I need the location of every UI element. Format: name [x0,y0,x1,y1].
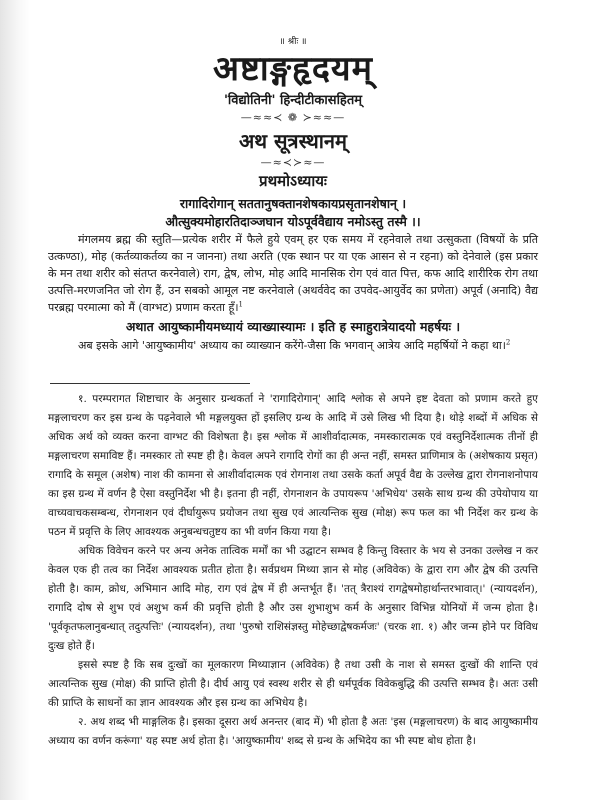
footnote-paragraph: अधिक विवेचन करने पर अन्य अनेक तात्विक मर्मों का भी उद्घाटन सम्भव है किन्तु विस्तार के भय से उनका उल्लेख न कर केवल एक ही तत्व का निर्देश आवश्यक प्रतीत होता है। सर्वप्रथम मिथ्या ज्ञान से मोह (अविवेक) के द्वारा राग और द्वेष की उत्पत्ति होती है। काम, क्रोध, अभिमान आदि मोह, राग एवं द्वेष में ही अन्तर्भूत हैं। 'तत् त्रैराश्यं रागद्वेषमोहार्थान्तरभावात्।' (न्यायदर्शन), रागादि दोष से शुभ एवं अशुभ कर्म की प्रवृत्ति होती है और उस शुभाशुभ कर्म के अनुसार विभिन्न योनियों में जन्म होता है। 'पूर्वकृतफलानुबन्धात् तदुत्पत्तिः' (न्यायदर्शन), तथा 'पुरुषो राशिसंज्ञस्तु मोहेच्छाद्वेषकर्मजः' (चरक शा. १) और जन्म होने पर विविध दुःख होते हैं। [48,544,538,652]
verse-line: रागादिरोगान् सततानुषक्तानशेषकायप्रसृतानशेषान् । [179,196,407,212]
chapter-heading: प्रथमोऽध्यायः [259,171,327,190]
paragraph-text: अब इसके आगे 'आयुष्कामीय' अध्याय का व्याख्यान करेंगे-जैसा कि भगवान् आत्रेय आदि महर्षियों ने कहा था। [78,338,506,352]
verse-line: अथात आयुष्कामीयमध्यायं व्याख्यास्यामः । इति ह स्माहुरात्रेयादयो महर्षयः । [125,319,461,335]
footnote-paragraph: १. परम्परागत शिष्टाचार के अनुसार ग्रन्थकर्ता ने 'रागादिरोगान्' आदि श्लोक से अपने इष्ट देवता को प्रणाम करते हुए मङ्गलाचरण कर इस ग्रन्थ के पढ़नेवाले भी मङ्गलयुक्त हों इसलिए ग्रन्थ के आदि में उसे लिख भी दिया है। थोड़े शब्दों में अधिक से अधिक अर्थ को व्यक्त करना वाग्भट की विशेषता है। इस श्लोक में आशीर्वादात्मक, नमस्कारात्मक एवं वस्तुनिर्देशात्मक तीनों ही मङ्गलाचरण समाविष्ट हैं। नमस्कार तो स्पष्ट ही है। केवल अपने रागादि रोगों का ही अन्त नहीं, समस्त प्राणिमात्र के (अशेषकाय प्रसृत) रागादि के समूल (अशेष) नाश की कामना से आशीर्वादात्मक एवं रोगनाश तथा उसके कर्ता अपूर्व वैद्य के उल्लेख द्वारा रोगनाशनोपाय का इस ग्रन्थ में वर्णन है ऐसा वस्तुनिर्देश भी है। इतना ही नहीं, रोगनाशन के उपायरूप 'अभिधेय' उसके साथ ग्रन्थ की उपेयोपाय या वाच्यवाचकसम्बन्ध, रोगनाशन एवं दीर्घायुरूप प्रयोजन तथा सुख एवं आत्यन्तिक सुख (मोक्ष) रूप फल का भी निर्देश कर ग्रन्थ के पठन में प्रवृत्ति के लिए आवश्यक अनुबन्धचतुष्टय का भी वर्णन किया गया है। [48,392,538,538]
footnote-divider [50,383,250,384]
commentary-paragraph [48,232,538,316]
ornament-divider: —≈≺≻≈— [260,155,326,169]
paragraph-text: मंगलमय ब्रह्म की स्तुति—प्रत्येक शरीर में फैले हुये एवम् हर एक समय में रहनेवाले तथा उत्सुकता (विषयों के प्रति उत्कण्ठा), मोह (कर्तव्याकर्तव्य का न जानना) तथा अरति (एक स्थान पर या एक आसन से न रहना) को देनेवाले (इस प्रकार के मन तथा शरीर को संतप्त करनेवाले) राग, द्वेष, लोभ, मोह आदि मानसिक रोग एवं वात पित्त, कफ आदि शारीरिक रोग तथा उत्पत्ति-मरणजनित जो रोग हैं, उन सबको आमूल नष्ट करनेवाले (अथर्ववेद का उपवेद-आयुर्वेद का प्रणेता) अपूर्व (अनादि) वैद्य परब्रह्म परमात्मा को मैं (वाग्भट) प्रणाम करता हूँ। [48,233,538,314]
ornament-divider: —≈≈≺ ❁ ≻≈≈— [240,111,346,125]
footnote-paragraph: २. अथ शब्द भी माङ्गलिक है। इसका दूसरा अर्थ अनन्तर (बाद में) भी होता है अतः 'इस (मङ्गलाचरण) के बाद आयुष्कामीय अध्याय का वर्णन करूंगा' यह स्पष्ट अर्थ होता है। 'आयुष्कामीय' शब्द से ग्रन्थ के अभिदेय का भी स्पष्ट बोध होता है। [48,715,538,747]
book-subtitle: 'विद्योतिनी' हिन्दीटीकासहितम् [223,92,363,108]
section-heading: अथ सूत्रस्थानम् [239,128,347,153]
verse-line: औत्सुक्यमोहारतिदाञ्जघान योऽपूर्ववैद्याय नमोऽस्तु तस्मै ।। [165,213,421,229]
footnote-paragraph: इससे स्पष्ट है कि सब दुःखों का मूलकारण मिथ्याज्ञान (अविवेक) है तथा उसी के नाश से समस्त दुःखों की शान्ति एवं आत्यन्तिक सुख (मोक्ष) की प्राप्ति होती है। दीर्घ आयु एवं स्वस्थ शरीर से ही धर्मपूर्वक विवेकबुद्धि की उत्पत्ति सम्भव है। अतः उसी की प्राप्ति के साधनों का ज्ञान आवश्यक और इस ग्रन्थ का अभिधेय है। [48,658,538,709]
book-title: अष्टाङ्गहृदयम् [213,49,373,89]
footnotes [48,390,538,751]
commentary-paragraph [48,338,538,355]
footnote-ref: 2 [505,338,511,347]
invocation: ॥ श्रीः ॥ [279,37,307,47]
footnote-ref: 1 [238,300,243,309]
